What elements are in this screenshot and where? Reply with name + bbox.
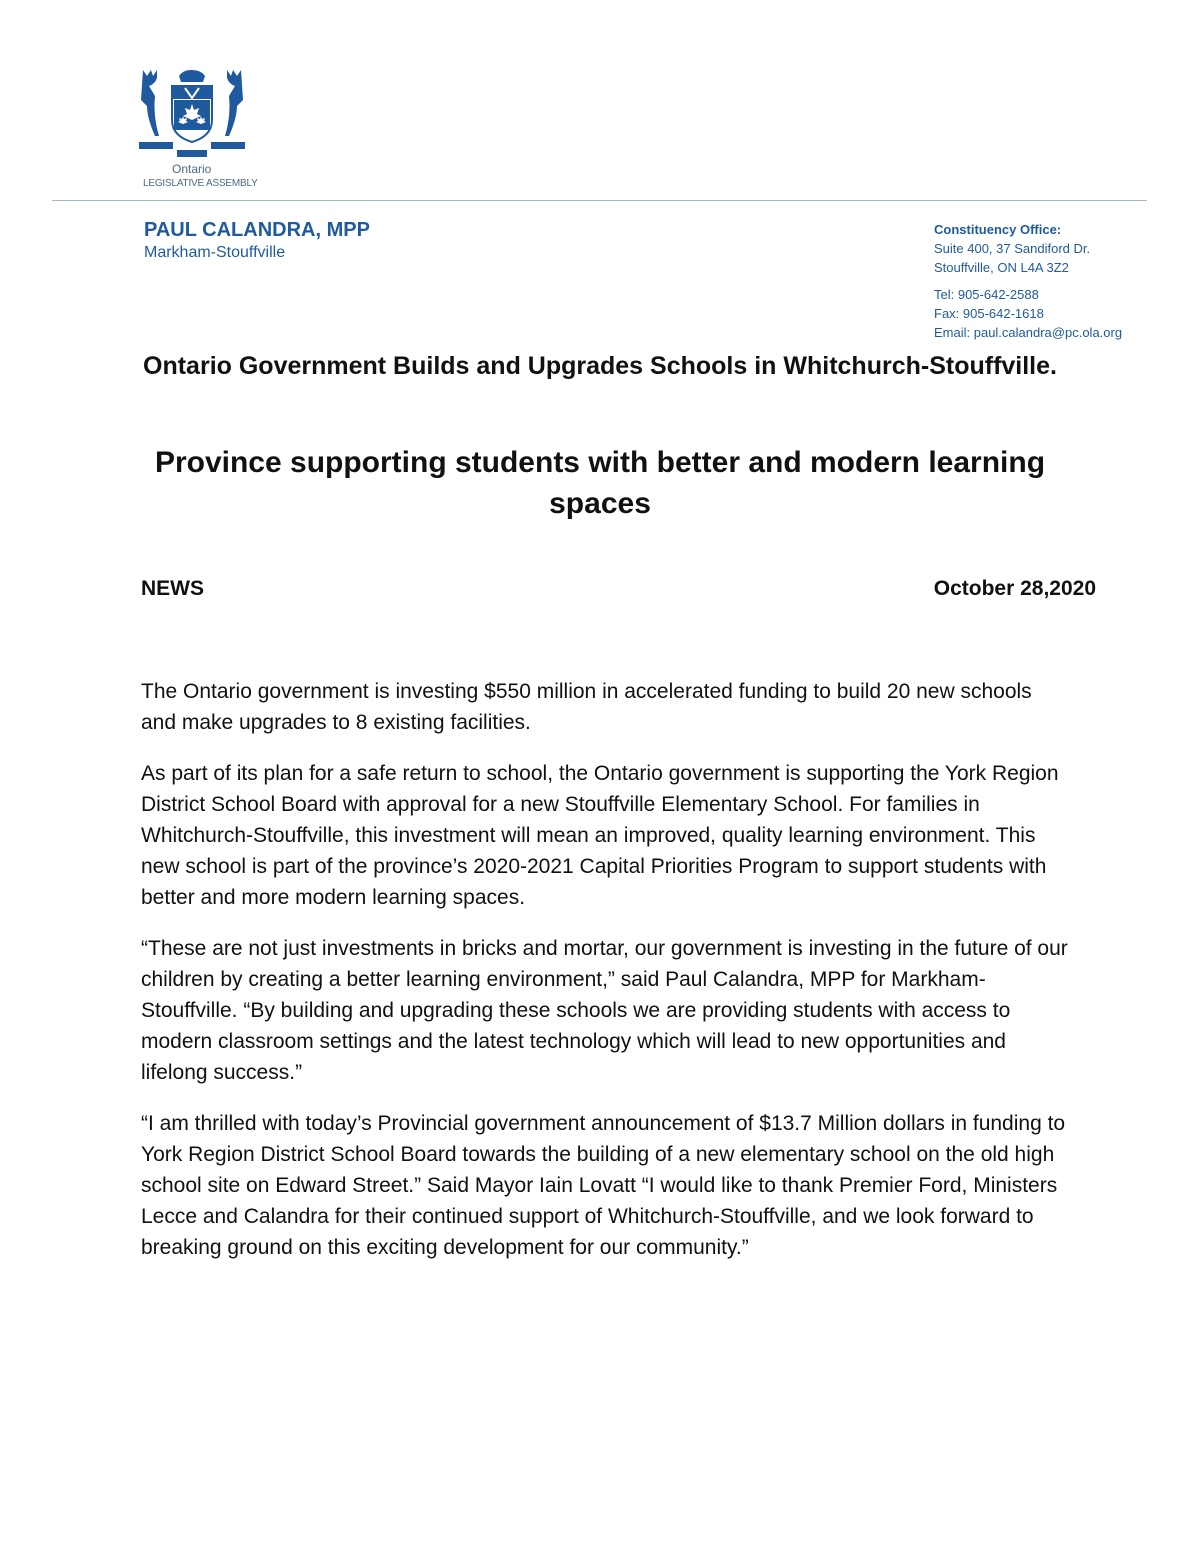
office-address-line2: Stouffville, ON L4A 3Z2 — [934, 260, 1069, 275]
mpp-name: PAUL CALANDRA, MPP — [144, 219, 370, 241]
office-address-line1: Suite 400, 37 Sandiford Dr. — [934, 241, 1091, 256]
header-divider — [52, 200, 1147, 201]
body-paragraph: The Ontario government is investing $550 million in accelerated funding to build 20 new schools and make upgrades to 8 existing facilities. — [141, 680, 1032, 734]
office-spacer — [934, 277, 1122, 285]
release-title: Ontario Government Builds and Upgrades Schools in Whitchurch-Stouffville. — [143, 352, 1057, 380]
office-tel: Tel: 905-642-2588 — [934, 287, 1039, 302]
coat-of-arms-logo — [137, 66, 257, 162]
news-label: NEWS — [141, 577, 204, 600]
body-paragraph: “I am thrilled with today’s Provincial government announcement of $13.7 Million dollars in funding to York Region District School Board towards the building of a new elementary school on the old high school site on Edward Street.” Said Mayor Iain Lovatt “I would like to thank Premier Ford, Ministers Lecce and Calandra for their continued support of Whitchurch-Stouffville, and we look forward to breaking ground on this exciting development for our community.” — [141, 1112, 1066, 1259]
riding-name: Markham-Stouffville — [144, 244, 286, 261]
office-email[interactable]: Email: paul.calandra@pc.ola.org — [934, 325, 1123, 340]
body-paragraph: As part of its plan for a safe return to school, the Ontario government is supporting the York Region District School Board with approval for a new Stouffville Elementary School. For families in Whitchurch-Stouffville, this investment will mean an improved, quality learning environment. This new school is part of the province’s 2020-2021 Capital Priorities Program to support students with better and more modern learning spaces. — [141, 762, 1059, 909]
office-fax: Fax: 905-642-1618 — [934, 306, 1044, 321]
logo-assembly-text: LEGISLATIVE ASSEMBLY — [143, 178, 258, 189]
office-heading: Constituency Office: — [934, 222, 1062, 237]
constituency-office-block — [934, 220, 1122, 342]
release-date: October 28,2020 — [933, 577, 1096, 600]
release-body — [141, 676, 1071, 1283]
body-paragraph: “These are not just investments in bricks and mortar, our government is investing in the future of our children by creating a better learning environment,” said Paul Calandra, MPP for Markham-Stouffville. “By building and upgrading these schools we are providing students with access to modern classroom settings and the latest technology which will lead to new opportunities and lifelong success.” — [141, 937, 1068, 1084]
release-subtitle: Province supporting students with better and modern learning spaces — [154, 446, 1046, 520]
coat-of-arms-icon — [137, 66, 247, 162]
logo-ontario-text: Ontario — [172, 162, 212, 176]
